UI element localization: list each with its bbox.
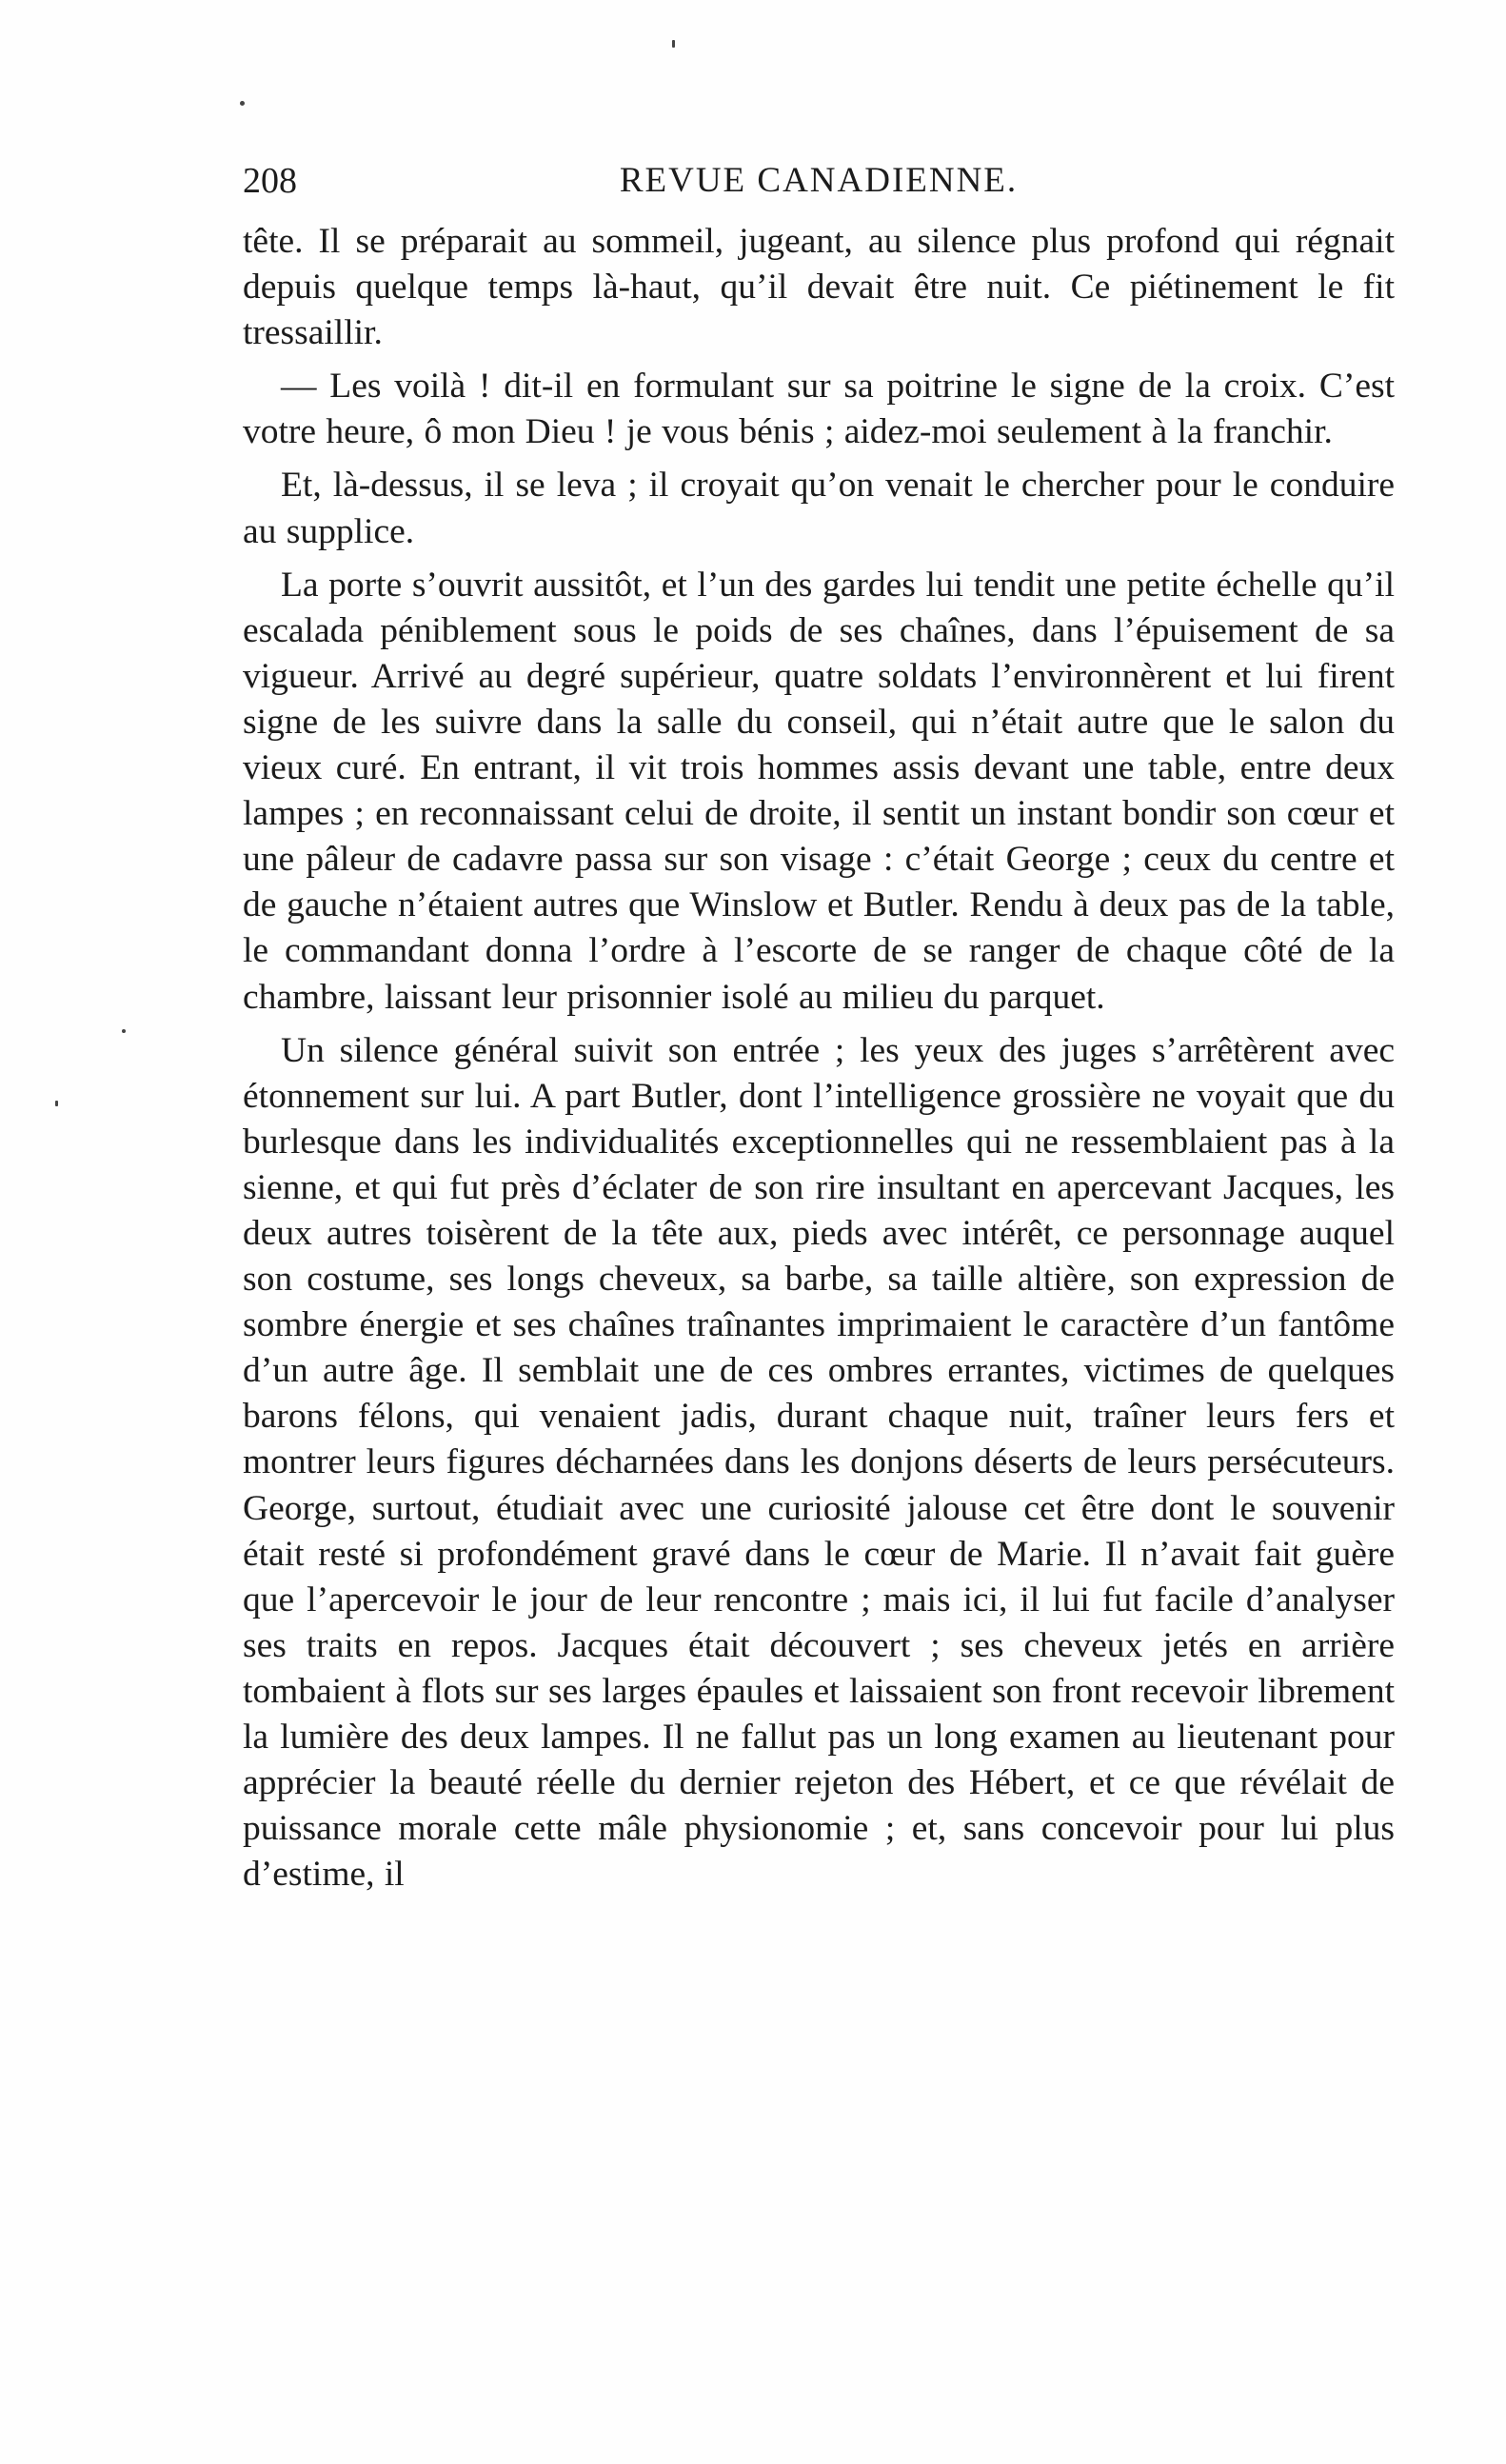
print-speck — [122, 1029, 126, 1033]
paragraph: — Les voilà ! dit-il en formulant sur sa poitrine le signe de la croix. C’est votre heure, ô mon Dieu ! je vous bénis ; aidez-moi seulement à la franchir. — [243, 367, 1395, 452]
page-number: 208 — [243, 161, 297, 201]
page-header — [243, 152, 1395, 209]
print-speck — [240, 101, 245, 106]
body-text — [243, 219, 1395, 1905]
print-speck — [55, 1101, 58, 1106]
paragraph: Et, là-dessus, il se leva ; il croyait qu’on venait le chercher pour le conduire au supplice. — [243, 466, 1395, 551]
paragraph: Un silence général suivit son entrée ; les yeux des juges s’arrêtèrent avec étonnement sur lui. A part Butler, dont l’intelligence grossière ne voyait que du burlesque dans les individualités exceptionnelles qui ne ressemblaient pas à la sienne, et qui fut près d’éclater de son rire insultant en apercevant Jacques, les deux autres toisèrent de la tête aux, pieds avec intérêt, ce personnage auquel son costume, ses longs cheveux, sa barbe, sa taille altière, son expression de sombre énergie et ses chaînes traînantes imprimaient le caractère d’un fantôme d’un autre âge. Il semblait une de ces ombres errantes, victimes de quelques barons félons, qui venaient jadis, durant chaque nuit, traîner leurs fers et montrer leurs figures décharnées dans les donjons déserts de leurs persécuteurs. George, surtout, étudiait avec une curiosité jalouse cet être dont le souvenir était resté si profondément gravé dans le cœur de Marie. Il n’avait fait guère que l’apercevoir le jour de leur rencontre ; mais ici, il lui fut facile d’analyser ses traits en repos. Jacques était découvert ; ses cheveux jetés en arrière tombaient à flots sur ses larges épaules et laissaient son front recevoir librement la lumière des deux lampes. Il ne fallut pas un long examen au lieutenant pour apprécier la beauté réelle du dernier rejeton des Hébert, et ce que révélait de puissance morale cette mâle physionomie ; et, sans concevoir pour lui plus d’estime, il — [243, 1030, 1395, 1895]
paragraph: tête. Il se préparait au sommeil, jugeant, au silence plus profond qui régnait depuis quelque temps là-haut, qu’il devait être nuit. Ce piétinement le fit tressaillir. — [243, 222, 1395, 353]
running-title: REVUE CANADIENNE. — [619, 161, 1019, 200]
print-speck — [672, 40, 675, 48]
paragraph: La porte s’ouvrit aussitôt, et l’un des gardes lui tendit une petite échelle qu’il escalada péniblement sous le poids de ses chaînes, dans l’épuisement de sa vigueur. Arrivé au degré supérieur, quatre soldats l’environnèrent et lui firent signe de les suivre dans la salle du conseil, qui n’était autre que le salon du vieux curé. En entrant, il vit trois hommes assis devant une table, entre deux lampes ; en reconnaissant celui de droite, il sentit un instant bondir son cœur et une pâleur de cadavre passa sur son visage : c’était George ; ceux du centre et de gauche n’étaient autres que Winslow et Butler. Rendu à deux pas de la table, le commandant donna l’ordre à l’escorte de se ranger de chaque côté de la chambre, laissant leur prisonnier isolé au milieu du parquet. — [243, 565, 1395, 1017]
